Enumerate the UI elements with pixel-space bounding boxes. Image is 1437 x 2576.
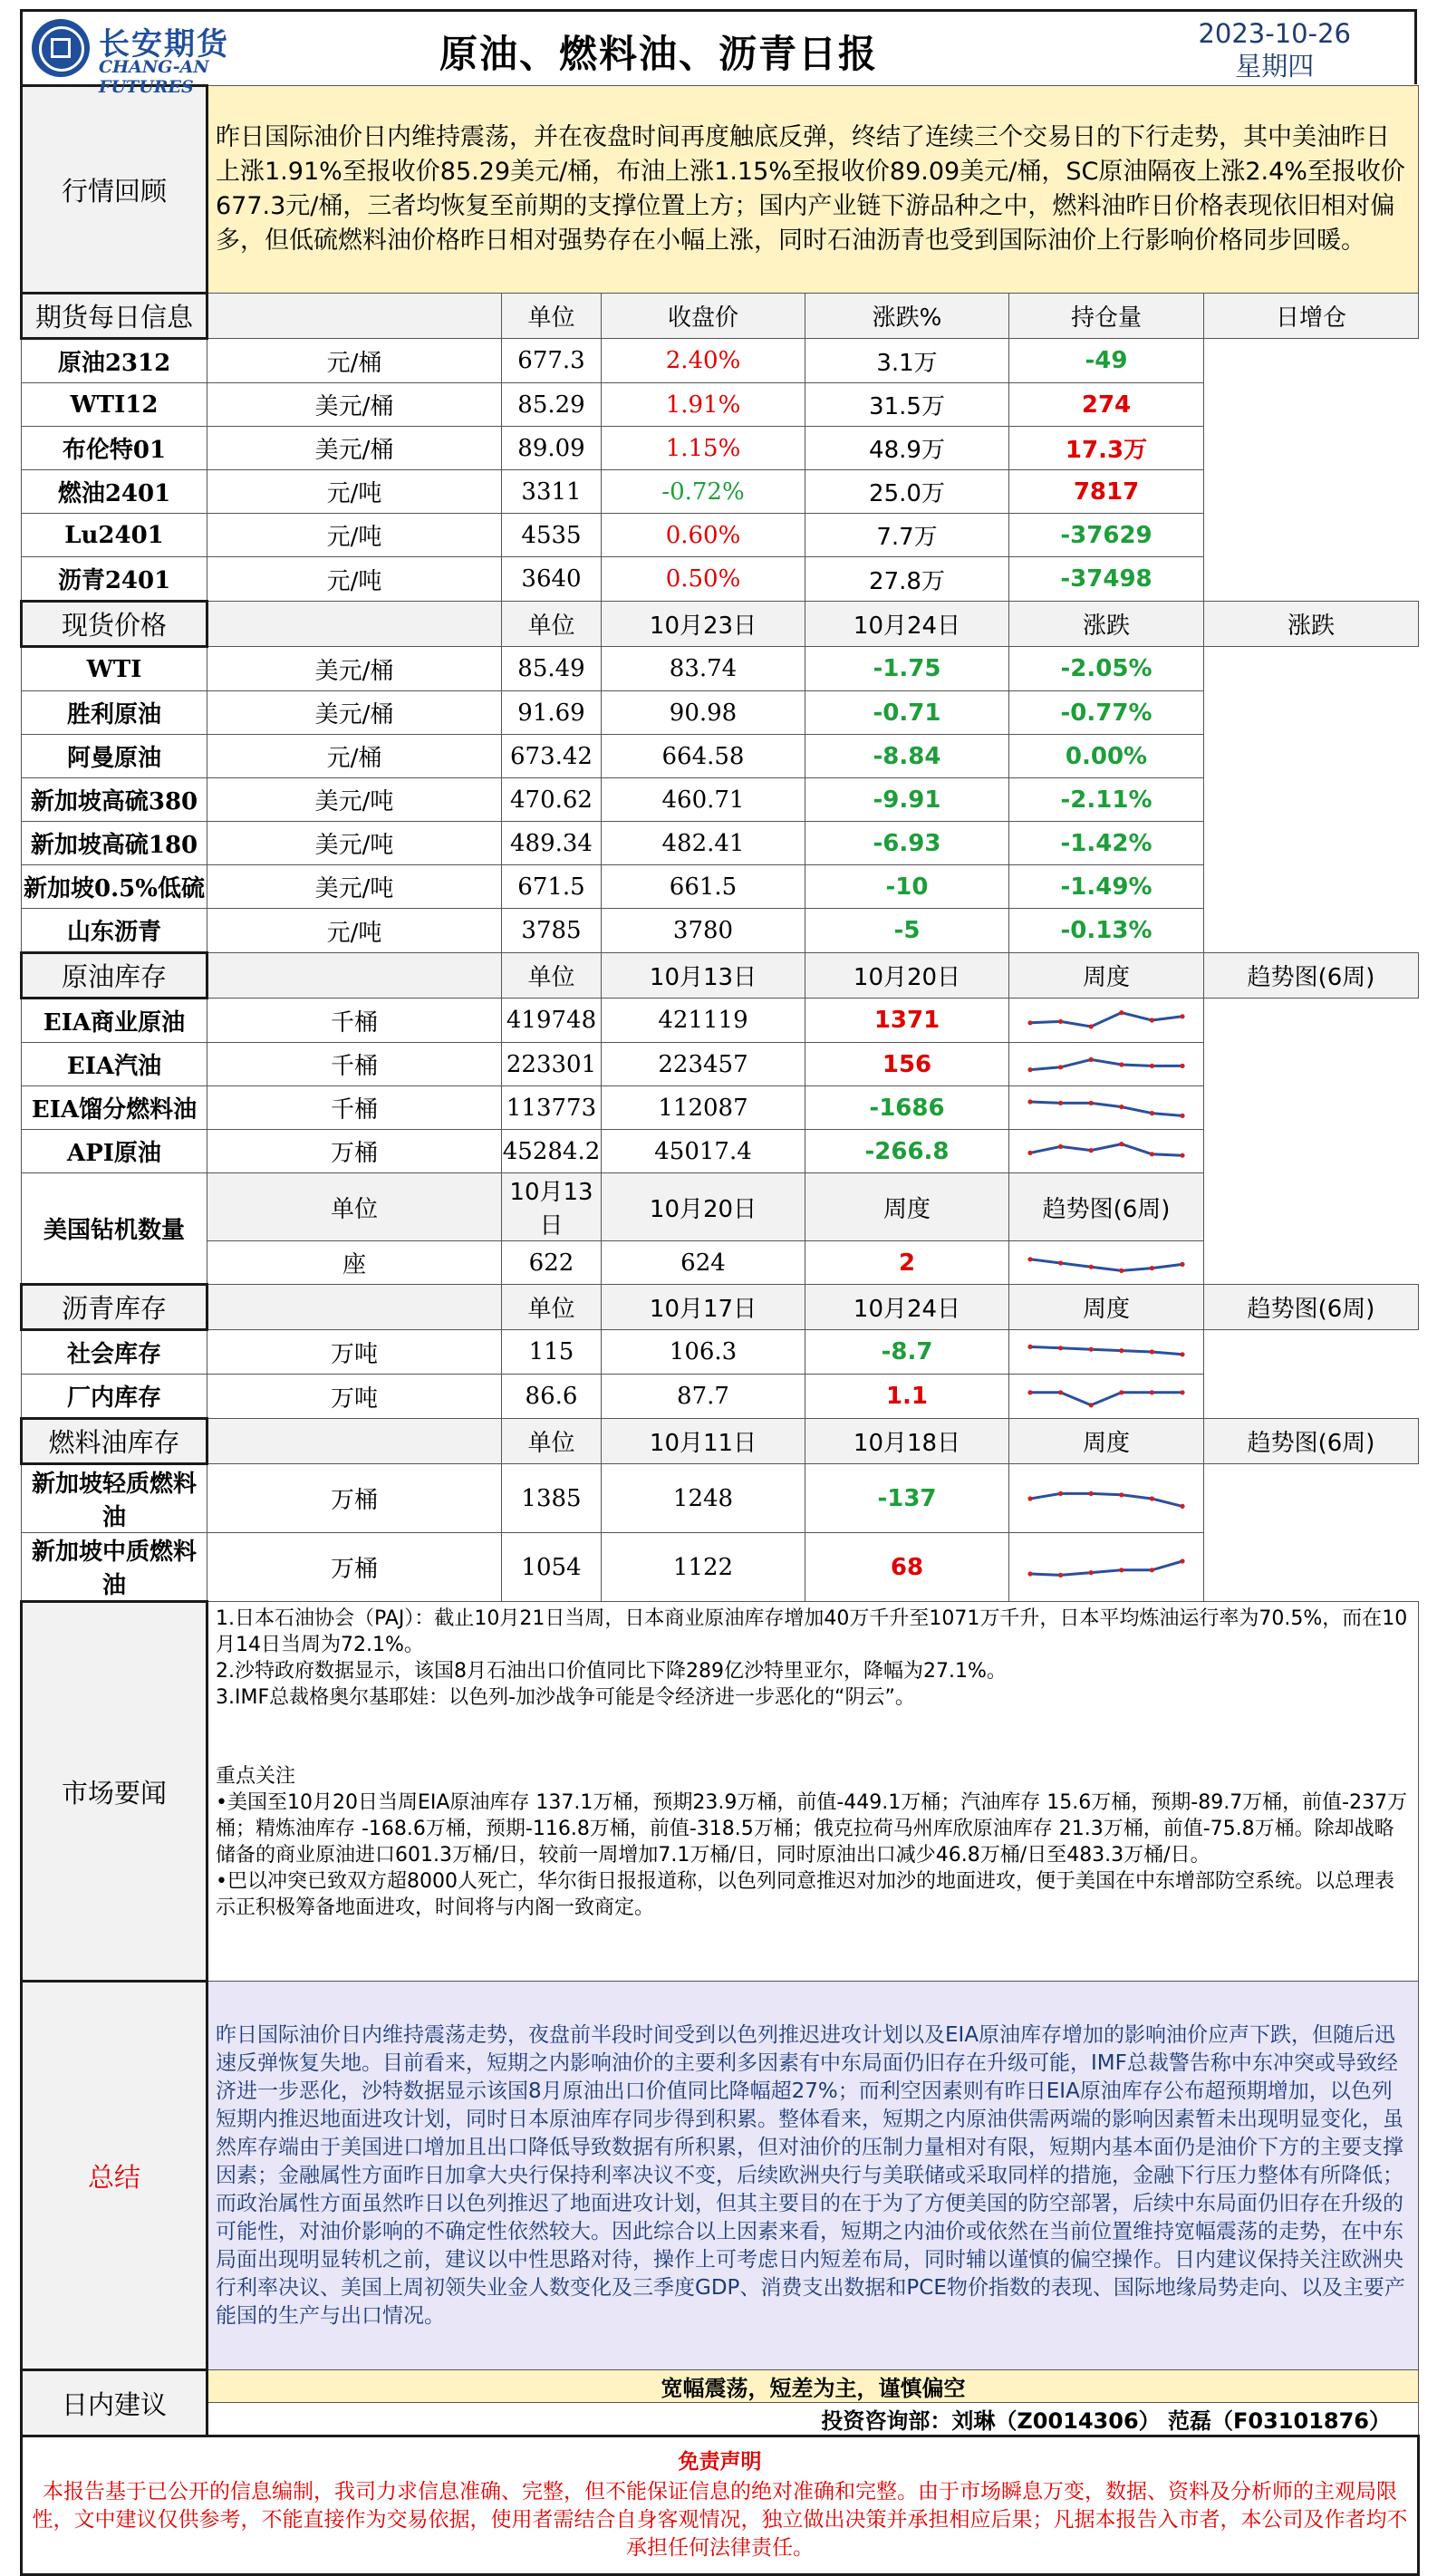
crude-sparkline <box>1025 1048 1188 1081</box>
fuel-d1: 1385 <box>502 1464 602 1533</box>
asphalt-header-trend: 趋势图(6周) <box>1204 1285 1419 1330</box>
crude-unit: 千桶 <box>207 999 502 1043</box>
asphalt-unit: 万吨 <box>207 1375 502 1419</box>
spot-d1: 673.42 <box>502 735 602 778</box>
intraday-label: 日内建议 <box>22 2370 207 2436</box>
spot-row <box>22 778 1419 822</box>
report-date <box>1198 17 1351 82</box>
spot-unit: 美元/桶 <box>207 691 502 735</box>
sparkline-point <box>1027 1571 1032 1576</box>
futures-change: 2.40% <box>602 339 805 383</box>
sparkline-path <box>1030 1393 1182 1405</box>
crude-row <box>22 999 1419 1043</box>
fuel-weekly: 68 <box>805 1533 1009 1602</box>
sparkline-path <box>1030 1561 1182 1575</box>
sparkline-point <box>1027 1257 1032 1261</box>
sparkline-point <box>1089 1570 1094 1575</box>
spot-name: 新加坡高硫380 <box>22 778 207 822</box>
asphalt-header-wk: 周度 <box>1009 1285 1204 1330</box>
futures-change: 0.50% <box>602 557 805 602</box>
logo-cn: 长安期货 <box>99 26 229 63</box>
date-text: 2023-10-26 <box>1198 18 1351 49</box>
futures-name: 布伦特01 <box>22 427 207 470</box>
sparkline-point <box>1119 1062 1124 1066</box>
asphalt-weekly: -8.7 <box>805 1330 1009 1375</box>
asphalt-d2: 106.3 <box>602 1330 805 1375</box>
rig-header-unit: 单位 <box>207 1173 502 1241</box>
futures-delta: -49 <box>1009 339 1204 383</box>
focus-title: 重点关注 <box>216 1765 296 1788</box>
sparkline-point <box>1180 1153 1184 1157</box>
futures-delta: 274 <box>1009 383 1204 427</box>
futures-close: 3640 <box>502 557 602 602</box>
sparkline-point <box>1150 1152 1154 1156</box>
sparkline-path <box>1030 1143 1182 1155</box>
review-text: 昨日国际油价日内维持震荡，并在夜盘时间再度触底反弹，终结了连续三个交易日的下行走势，其中美油昨日上涨1.91%至报收价85.29美元/桶，布油上涨1.15%至报收价89.09美元/桶，SC原油隔夜上涨2.4%至报收价677.3元/桶，三者均恢复至前期的支撑位置上方；国内产业链下游品种之中，燃料油昨日价格表现依旧相对偏多，但低硫燃料油价格昨日相对强势存在小幅上涨，同时石油沥青也受到国际油价上行影响价格同步回暖。 <box>207 86 1419 294</box>
futures-header-unit: 单位 <box>502 294 602 339</box>
futures-unit: 元/吨 <box>207 514 502 557</box>
spot-pct: -1.42% <box>1009 822 1204 865</box>
market-news <box>207 1602 1419 1982</box>
crude-d2: 421119 <box>602 999 805 1043</box>
sparkline-point <box>1089 1148 1094 1153</box>
futures-name: WTI12 <box>22 383 207 427</box>
crude-header-d2: 10月20日 <box>805 953 1009 999</box>
spot-name: 胜利原油 <box>22 691 207 735</box>
weekday-text: 星期四 <box>1235 51 1315 82</box>
asphalt-weekly: 1.1 <box>805 1375 1009 1419</box>
sparkline-point <box>1089 1403 1094 1407</box>
asphalt-trend-cell <box>1009 1330 1204 1375</box>
summary-label: 总结 <box>22 1982 207 2370</box>
sparkline-point <box>1058 1572 1063 1577</box>
crude-name: EIA馏分燃料油 <box>22 1086 207 1130</box>
fuel-header-unit: 单位 <box>502 1419 602 1464</box>
asphalt-row <box>22 1375 1419 1419</box>
fuel-header-wk: 周度 <box>1009 1419 1204 1464</box>
spot-unit: 美元/吨 <box>207 778 502 822</box>
rig-header-wk: 周度 <box>805 1173 1009 1241</box>
crude-header-unit: 单位 <box>502 953 602 999</box>
asphalt-d2: 87.7 <box>602 1375 805 1419</box>
crude-weekly: -1686 <box>805 1086 1009 1130</box>
fuel-inv-label: 燃料油库存 <box>22 1419 207 1464</box>
crude-d1: 223301 <box>502 1043 602 1086</box>
asphalt-d1: 115 <box>502 1330 602 1375</box>
futures-row <box>22 557 1419 602</box>
futures-change: 1.15% <box>602 427 805 470</box>
asphalt-header-d1: 10月17日 <box>602 1285 805 1330</box>
news-item-2: 2.沙特政府数据显示，该国8月石油出口价值同比下降289亿沙特里亚尔，降幅为27.1%。 <box>216 1660 1007 1683</box>
sparkline-point <box>1180 1261 1184 1266</box>
sparkline-point <box>1180 1558 1184 1563</box>
fuel-row <box>22 1464 1419 1533</box>
crude-unit: 万桶 <box>207 1130 502 1173</box>
crude-unit: 千桶 <box>207 1086 502 1130</box>
spot-header-d1: 10月23日 <box>602 602 805 647</box>
futures-oi: 27.8万 <box>805 557 1009 602</box>
disclaimer-box <box>22 2436 1419 2575</box>
fuel-header-d2: 10月18日 <box>805 1419 1009 1464</box>
spot-change: -9.91 <box>805 778 1009 822</box>
logo-emblem-icon <box>32 19 90 77</box>
report-table <box>20 84 1420 2576</box>
sparkline-point <box>1027 1020 1032 1025</box>
crude-trend-cell <box>1009 1043 1204 1086</box>
spot-name: 新加坡0.5%低硫 <box>22 865 207 909</box>
fuel-sparkline <box>1025 1551 1188 1584</box>
futures-label: 期货每日信息 <box>22 294 207 339</box>
rig-header-d1: 10月13日 <box>502 1173 602 1241</box>
fuel-name: 新加坡轻质燃料油 <box>22 1464 207 1533</box>
futures-change: 1.91% <box>602 383 805 427</box>
crude-inv-label: 原油库存 <box>22 953 207 999</box>
futures-oi: 7.7万 <box>805 514 1009 557</box>
focus-item-1: •美国至10月20日当周EIA原油库存 137.1万桶，预期23.9万桶，前值-449.1万桶；汽油库存 15.6万桶，预期-89.7万桶，前值-237万桶；精炼油库存 -168.6万桶，预期-116.8万桶，前值-318.5万桶；俄克拉荷马州库欣原油库存 21.3万桶，前值-75.8万桶。除却战略储备的商业原油进口601.3万桶/日，较前一周增加7.1万桶/日，同时原油出口减少46.8万桶/日至483.3万桶/日。 <box>216 1791 1408 1867</box>
crude-header-d1: 10月13日 <box>602 953 805 999</box>
rig-d1: 622 <box>502 1241 602 1285</box>
sparkline-point <box>1119 1010 1124 1015</box>
futures-header-close: 收盘价 <box>602 294 805 339</box>
futures-header-change: 涨跌% <box>805 294 1009 339</box>
sparkline-point <box>1058 1346 1063 1350</box>
spot-rows <box>22 647 1419 953</box>
futures-oi: 3.1万 <box>805 339 1009 383</box>
spot-change: -1.75 <box>805 647 1009 691</box>
fuel-d1: 1054 <box>502 1533 602 1602</box>
crude-weekly: -266.8 <box>805 1130 1009 1173</box>
spot-row <box>22 865 1419 909</box>
sparkline-point <box>1150 1390 1154 1394</box>
sparkline-point <box>1058 1491 1063 1495</box>
crude-weekly: 1371 <box>805 999 1009 1043</box>
futures-row <box>22 339 1419 383</box>
spot-d1: 470.62 <box>502 778 602 822</box>
asphalt-trend-cell <box>1009 1375 1204 1419</box>
futures-header-oi: 持仓量 <box>1009 294 1204 339</box>
sparkline-path <box>1030 1102 1182 1115</box>
spot-pct: -2.11% <box>1009 778 1204 822</box>
crude-name: EIA商业原油 <box>22 999 207 1043</box>
focus-item-2: •巴以冲突已致双方超8000人死亡，华尔街日报报道称，以色列同意推迟对加沙的地面进攻，便于美国在中东增部防空系统。以总理表示正积极筹备地面进攻，时间将与内阁一致商定。 <box>216 1870 1394 1919</box>
sparkline-point <box>1058 1019 1063 1024</box>
futures-unit: 美元/桶 <box>207 383 502 427</box>
futures-oi: 25.0万 <box>805 470 1009 514</box>
sparkline-point <box>1089 1024 1094 1028</box>
summary-text: 昨日国际油价日内维持震荡走势，夜盘前半段时间受到以色列推迟进攻计划以及EIA原油库存增加的影响油价应声下跌，但随后迅速反弹恢复失地。目前看来，短期之内影响油价的主要利多因素有中东局面仍旧存在升级可能，IMF总裁警告称中东冲突或导致经济进一步恶化，沙特数据显示该国8月原油出口价值同比降幅超27%；而利空因素则有昨日EIA原油库存公布超预期增加，以色列短期内推迟地面进攻计划，同时日本原油库存同步得到积累。整体看来，短期之内原油供需两端的影响因素暂未出现明显变化，虽然库存端由于美国进口增加且出口降低导致数据有所积累，但对油价的压制力量相对有限，短期内基本面仍是油价下方的主要支撑因素；金融属性方面昨日加拿大央行保持利率决议不变，后续欧洲央行与美联储或采取同样的措施，金融下行压力整体有所降低；而政治属性方面虽然昨日以色列推迟了地面进攻计划，但其主要目的在于为了方便美国的防空部署，后续中东局面仍旧存在升级的可能性，对油价影响的不确定性依然较大。因此综合以上因素来看，短期之内油价或依然在当前位置维持宽幅震荡的走势，在中东局面出现明显转机之前，建议以中性思路对待，操作上可考虑日内短差布局，同时辅以谨慎的偏空操作。日内建议保持关注欧洲央行利率决议、美国上周初领失业金人数变化及三季度GDP、消费支出数据和PCE物价指数的表现、国际地缘局势走向、以及主要产能国的生产与出口情况。 <box>207 1982 1419 2370</box>
spot-header-unit: 单位 <box>502 602 602 647</box>
spot-unit: 美元/桶 <box>207 647 502 691</box>
rig-trend-cell <box>1009 1241 1204 1285</box>
news-item-3: 3.IMF总裁格奥尔基耶娃：以色列-加沙战争可能是令经济进一步恶化的“阴云”。 <box>216 1686 915 1709</box>
futures-change: 0.60% <box>602 514 805 557</box>
sparkline-point <box>1027 1496 1032 1500</box>
spot-pct: -1.49% <box>1009 865 1204 909</box>
futures-name: 沥青2401 <box>22 557 207 602</box>
crude-trend-cell <box>1009 999 1204 1043</box>
sparkline-point <box>1089 1056 1094 1061</box>
sparkline-point <box>1180 1063 1184 1067</box>
fuel-d2: 1122 <box>602 1533 805 1602</box>
spot-row <box>22 735 1419 778</box>
futures-name: 燃油2401 <box>22 470 207 514</box>
rig-weekly: 2 <box>805 1241 1009 1285</box>
crude-d1: 113773 <box>502 1086 602 1130</box>
sparkline-point <box>1089 1264 1094 1269</box>
fuel-header-d1: 10月11日 <box>602 1419 805 1464</box>
market-label: 市场要闻 <box>22 1602 207 1982</box>
spot-d1: 3785 <box>502 909 602 953</box>
spot-header-chg: 涨跌 <box>1009 602 1204 647</box>
crude-sparkline <box>1025 1004 1188 1037</box>
futures-header-delta: 日增仓 <box>1204 294 1419 339</box>
spot-pct: -2.05% <box>1009 647 1204 691</box>
futures-delta: 17.3万 <box>1009 427 1204 470</box>
asphalt-name: 社会库存 <box>22 1330 207 1375</box>
asphalt-name: 厂内库存 <box>22 1375 207 1419</box>
sparkline-point <box>1027 1150 1032 1154</box>
fuel-name: 新加坡中质燃料油 <box>22 1533 207 1602</box>
asphalt-sparkline <box>1025 1336 1188 1368</box>
spot-label: 现货价格 <box>22 602 207 647</box>
sparkline-path <box>1030 1013 1182 1027</box>
sparkline-point <box>1180 1503 1184 1508</box>
futures-close: 3311 <box>502 470 602 514</box>
crude-row <box>22 1086 1419 1130</box>
crude-trend-cell <box>1009 1086 1204 1130</box>
spot-change: -6.93 <box>805 822 1009 865</box>
futures-unit: 美元/桶 <box>207 427 502 470</box>
crude-row <box>22 1130 1419 1173</box>
asphalt-d1: 86.6 <box>502 1375 602 1419</box>
spot-row <box>22 909 1419 953</box>
rig-unit: 座 <box>207 1241 502 1285</box>
fuel-weekly: -137 <box>805 1464 1009 1533</box>
futures-rows <box>22 339 1419 602</box>
crude-d2: 112087 <box>602 1086 805 1130</box>
report-title: 原油、燃料油、沥青日报 <box>439 32 879 76</box>
spot-d2: 661.5 <box>602 865 805 909</box>
spot-name: 新加坡高硫180 <box>22 822 207 865</box>
sparkline-point <box>1150 1266 1154 1270</box>
disclaimer-text: 本报告基于已公开的信息编制，我司力求信息准确、完整，但不能保证信息的绝对准确和完整。由于市场瞬息万变，数据、资料及分析师的主观局限性，文中建议仅供参考，不能直接作为交易依据，使用者需结合自身客观情况，独立做出决策并承担相应后果；凡据本报告入市者，本公司及作者均不承担任何法律责任。 <box>32 2480 1408 2560</box>
crude-sparkline <box>1025 1135 1188 1168</box>
spot-unit: 美元/吨 <box>207 822 502 865</box>
sparkline-point <box>1180 1390 1184 1394</box>
advisor-info: 投资咨询部：刘琳（Z0014306） 范磊（F03101876） <box>207 2403 1419 2436</box>
rig-sparkline <box>1025 1247 1188 1279</box>
spot-change: -8.84 <box>805 735 1009 778</box>
fuel-trend-cell <box>1009 1464 1204 1533</box>
sparkline-point <box>1150 1496 1154 1500</box>
asphalt-rows <box>22 1330 1419 1419</box>
spot-name: 阿曼原油 <box>22 735 207 778</box>
spot-change: -0.71 <box>805 691 1009 735</box>
futures-close: 677.3 <box>502 339 602 383</box>
fuel-row <box>22 1533 1419 1602</box>
sparkline-path <box>1030 1059 1182 1069</box>
spot-d1: 671.5 <box>502 865 602 909</box>
sparkline-point <box>1058 1260 1063 1265</box>
asphalt-inv-label: 沥青库存 <box>22 1285 207 1330</box>
rig-header-d2: 10月20日 <box>602 1173 805 1241</box>
sparkline-point <box>1119 1268 1124 1272</box>
sparkline-point <box>1180 1352 1184 1356</box>
report-header <box>20 9 1417 97</box>
futures-close: 85.29 <box>502 383 602 427</box>
asphalt-unit: 万吨 <box>207 1330 502 1375</box>
crude-name: API原油 <box>22 1130 207 1173</box>
crude-row <box>22 1043 1419 1086</box>
sparkline-point <box>1150 1568 1154 1572</box>
sparkline-point <box>1027 1345 1032 1349</box>
spot-d2: 664.58 <box>602 735 805 778</box>
spot-name: WTI <box>22 647 207 691</box>
company-logo <box>28 15 255 97</box>
crude-d1: 45284.2 <box>502 1130 602 1173</box>
spot-pct: -0.77% <box>1009 691 1204 735</box>
spot-change: -5 <box>805 909 1009 953</box>
fuel-unit: 万桶 <box>207 1464 502 1533</box>
fuel-sparkline <box>1025 1482 1188 1515</box>
rig-count-name: 美国钻机数量 <box>22 1173 207 1285</box>
sparkline-point <box>1180 1113 1184 1117</box>
disclaimer-title: 免责声明 <box>678 2450 762 2474</box>
futures-close: 4535 <box>502 514 602 557</box>
futures-unit: 元/桶 <box>207 339 502 383</box>
fuel-unit: 万桶 <box>207 1533 502 1602</box>
crude-rows <box>22 999 1419 1173</box>
spot-d2: 83.74 <box>602 647 805 691</box>
crude-unit: 千桶 <box>207 1043 502 1086</box>
crude-header-trend: 趋势图(6周) <box>1204 953 1419 999</box>
rig-d2: 624 <box>602 1241 805 1285</box>
sparkline-point <box>1058 1065 1063 1069</box>
futures-unit: 元/吨 <box>207 557 502 602</box>
futures-unit: 元/吨 <box>207 470 502 514</box>
spot-unit: 元/吨 <box>207 909 502 953</box>
sparkline-point <box>1180 1014 1184 1018</box>
logo-en: CHANG-AN FUTURES <box>99 57 209 97</box>
sparkline-point <box>1119 1568 1124 1572</box>
sparkline-point <box>1119 1492 1124 1497</box>
sparkline-point <box>1027 1390 1032 1394</box>
futures-name: Lu2401 <box>22 514 207 557</box>
asphalt-sparkline <box>1025 1380 1188 1413</box>
fuel-rows <box>22 1464 1419 1602</box>
futures-row <box>22 514 1419 557</box>
crude-d2: 223457 <box>602 1043 805 1086</box>
sparkline-path <box>1030 1259 1182 1270</box>
sparkline-path <box>1030 1346 1182 1354</box>
spot-d1: 489.34 <box>502 822 602 865</box>
spot-row <box>22 822 1419 865</box>
crude-header-wk: 周度 <box>1009 953 1204 999</box>
futures-delta: -37498 <box>1009 557 1204 602</box>
sparkline-path <box>1030 1493 1182 1506</box>
sparkline-point <box>1058 1100 1063 1105</box>
spot-header-pct: 涨跌 <box>1204 602 1419 647</box>
spot-d2: 482.41 <box>602 822 805 865</box>
spot-unit: 元/桶 <box>207 735 502 778</box>
sparkline-point <box>1119 1390 1124 1394</box>
spot-pct: -0.13% <box>1009 909 1204 953</box>
spot-d1: 91.69 <box>502 691 602 735</box>
report-page <box>20 9 1417 2576</box>
crude-sparkline <box>1025 1092 1188 1124</box>
crude-name: EIA汽油 <box>22 1043 207 1086</box>
futures-oi: 48.9万 <box>805 427 1009 470</box>
news-item-1: 1.日本石油协会（PAJ）：截止10月21日当周，日本商业原油库存增加40万千升至1071万千升，日本平均炼油运行率为70.5%，而在10月14日当周为72.1%。 <box>216 1607 1408 1656</box>
sparkline-point <box>1089 1491 1094 1495</box>
futures-close: 89.09 <box>502 427 602 470</box>
crude-weekly: 156 <box>805 1043 1009 1086</box>
asphalt-row <box>22 1330 1419 1375</box>
sparkline-point <box>1119 1142 1124 1146</box>
spot-d2: 460.71 <box>602 778 805 822</box>
spot-d2: 3780 <box>602 909 805 953</box>
futures-row <box>22 383 1419 427</box>
sparkline-point <box>1119 1105 1124 1109</box>
futures-row <box>22 427 1419 470</box>
sparkline-point <box>1089 1347 1094 1352</box>
spot-row <box>22 647 1419 691</box>
spot-d2: 90.98 <box>602 691 805 735</box>
sparkline-point <box>1150 1111 1154 1115</box>
futures-change: -0.72% <box>602 470 805 514</box>
spot-header-d2: 10月24日 <box>805 602 1009 647</box>
review-label: 行情回顾 <box>22 86 207 294</box>
asphalt-header-d2: 10月24日 <box>805 1285 1009 1330</box>
spot-row <box>22 691 1419 735</box>
sparkline-point <box>1058 1390 1063 1394</box>
sparkline-point <box>1027 1067 1032 1072</box>
sparkline-point <box>1150 1018 1154 1022</box>
spot-d1: 85.49 <box>502 647 602 691</box>
futures-oi: 31.5万 <box>805 383 1009 427</box>
spot-change: -10 <box>805 865 1009 909</box>
sparkline-point <box>1150 1349 1154 1354</box>
asphalt-header-unit: 单位 <box>502 1285 602 1330</box>
spot-unit: 美元/吨 <box>207 865 502 909</box>
crude-d1: 419748 <box>502 999 602 1043</box>
rig-header-trend: 趋势图(6周) <box>1009 1173 1204 1241</box>
sparkline-point <box>1150 1063 1154 1067</box>
futures-row <box>22 470 1419 514</box>
fuel-d2: 1248 <box>602 1464 805 1533</box>
spot-name: 山东沥青 <box>22 909 207 953</box>
futures-delta: -37629 <box>1009 514 1204 557</box>
sparkline-point <box>1027 1099 1032 1104</box>
sparkline-point <box>1058 1143 1063 1148</box>
futures-delta: 7817 <box>1009 470 1204 514</box>
futures-name: 原油2312 <box>22 339 207 383</box>
crude-trend-cell <box>1009 1130 1204 1173</box>
spot-pct: 0.00% <box>1009 735 1204 778</box>
crude-d2: 45017.4 <box>602 1130 805 1173</box>
fuel-trend-cell <box>1009 1533 1204 1602</box>
sparkline-point <box>1119 1348 1124 1353</box>
fuel-header-trend: 趋势图(6周) <box>1204 1419 1419 1464</box>
intraday-advice: 宽幅震荡，短差为主，谨慎偏空 <box>207 2370 1419 2403</box>
sparkline-point <box>1089 1100 1094 1105</box>
